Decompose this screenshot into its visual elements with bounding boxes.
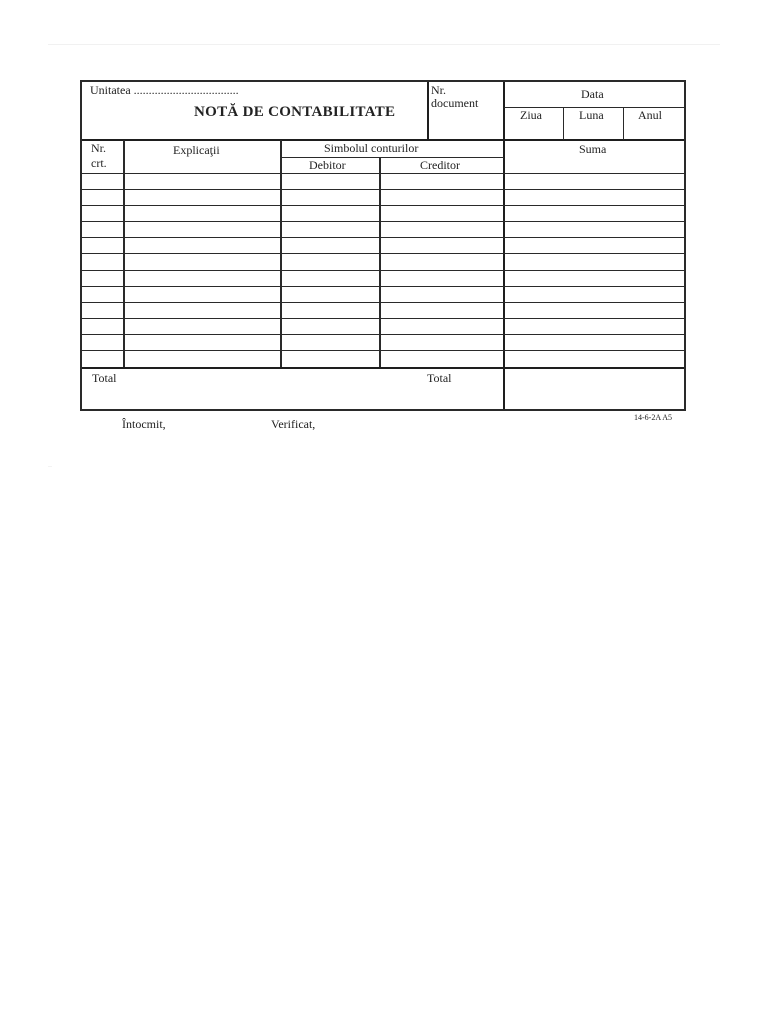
date-label: Data [581,87,604,101]
row-line [82,205,684,206]
col-sum-label: Suma [579,142,607,156]
unit-label: Unitatea ................................... [90,83,239,97]
total-left-label: Total [92,371,117,385]
row-line [82,318,684,319]
prepared-by-label: Întocmit, [122,417,166,431]
col-crt-label: crt. [91,156,107,170]
doc-number-label: Nr. [431,83,446,97]
row-line [82,189,684,190]
total-line [82,367,684,369]
col-debit-label: Debitor [309,158,346,172]
top-divider [48,44,720,45]
row-line [82,221,684,222]
row-line [82,302,684,303]
accounting-note-form [80,80,686,411]
col-accounts-label: Simbolul conturilor [324,141,419,155]
date-month-label: Luna [579,108,604,122]
verified-by-label: Verificat, [271,417,316,431]
date-part-divider-2 [623,107,624,140]
date-day-label: Ziua [520,108,542,122]
doc-number-divider [427,82,429,140]
col-nr-label: Nr. [91,141,106,155]
sum-column-divider [503,82,505,409]
row-line [82,334,684,335]
date-part-divider-1 [563,107,564,140]
total-mid-label: Total [427,371,452,385]
row-line [82,253,684,254]
doc-number-label-2: document [431,96,479,110]
row-line [82,270,684,271]
form-code: 14-6-2A A5 [634,413,672,422]
table-header-line [82,173,684,174]
row-line [82,237,684,238]
date-year-label: Anul [638,108,662,122]
row-line [82,286,684,287]
row-line [82,350,684,351]
form-title: NOTĂ DE CONTABILITATE [194,104,396,120]
col-credit-label: Creditor [420,158,460,172]
scan-mark [48,466,52,467]
col-explanations-label: Explicaţii [173,143,220,157]
